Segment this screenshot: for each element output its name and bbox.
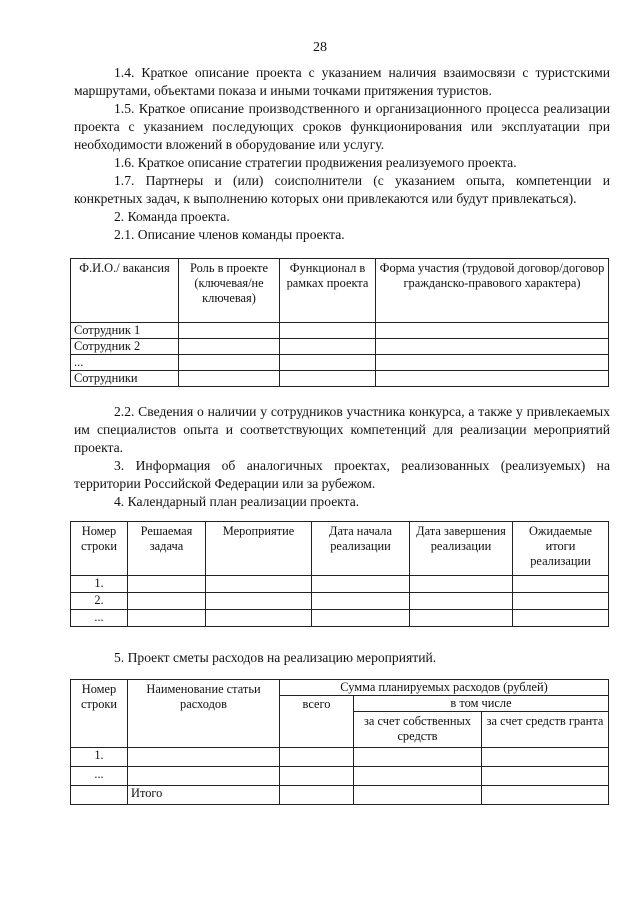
table-row	[71, 576, 609, 593]
heading-budget: 5. Проект сметы расходов на реализацию мероприятий.	[114, 650, 437, 665]
header-cell: Сумма планируемых расходов (рублей)	[280, 680, 609, 696]
total-label: Итого	[128, 786, 280, 805]
table-row	[71, 339, 609, 355]
header-cell: за счет средств гранта	[482, 712, 609, 748]
budget-table	[70, 679, 609, 805]
page-number: 28	[313, 40, 327, 55]
heading-team: 2. Команда проекта.	[114, 209, 230, 224]
header-cell: Наименование статьи расходов	[128, 680, 280, 748]
header-cell: Ф.И.О./ вакансия	[71, 259, 179, 323]
table-row	[71, 323, 609, 339]
row-number: 2.	[71, 593, 128, 610]
row-number: ...	[71, 610, 128, 627]
header-cell: Дата завершения реализации	[410, 522, 513, 576]
paragraph-1-6: 1.6. Краткое описание стратегии продвижения реализуемого проекта.	[114, 155, 517, 170]
header-cell: Номер строки	[71, 522, 128, 576]
row-number: 1.	[71, 748, 128, 767]
header-cell: Форма участия (трудовой договор/договор гражданско-правового характера)	[376, 259, 609, 323]
table-row	[71, 610, 609, 627]
table-row	[71, 593, 609, 610]
row-number: 1.	[71, 576, 128, 593]
table-row	[71, 767, 609, 786]
header-cell: за счет собственных средств	[354, 712, 482, 748]
calendar-plan-table	[70, 521, 609, 627]
header-cell: всего	[280, 696, 354, 748]
header-cell: в том числе	[354, 696, 609, 712]
header-cell: Ожидаемые итоги реализации	[513, 522, 609, 576]
header-cell: Роль в проекте (ключевая/не ключевая)	[179, 259, 280, 323]
row-number: ...	[71, 767, 128, 786]
paragraph-2-2: 2.2. Сведения о наличии у сотрудников участника конкурса, а также у привлекаемых им специалистов опыта и соответствующих компетенций для реализации мероприятий проекта.	[74, 404, 610, 455]
paragraph-1-4: 1.4. Краткое описание проекта с указанием наличия взаимосвязи с туристскими маршрутами, объектами показа и иными точками притяжения туристов.	[74, 65, 610, 98]
row-label: Сотрудник 1	[71, 323, 179, 339]
row-label: Сотрудники	[71, 371, 179, 387]
row-label: Сотрудник 2	[71, 339, 179, 355]
table-row	[71, 371, 609, 387]
row-label: ...	[71, 355, 179, 371]
table-header-row	[71, 522, 609, 576]
team-table	[70, 258, 609, 387]
header-cell: Мероприятие	[206, 522, 312, 576]
header-cell: Функционал в рамках проекта	[280, 259, 376, 323]
table-row	[71, 786, 609, 805]
table-row	[71, 748, 609, 767]
header-cell: Дата начала реализации	[312, 522, 410, 576]
table-row	[71, 355, 609, 371]
heading-calendar-plan: 4. Календарный план реализации проекта.	[114, 494, 360, 509]
header-cell: Решаемая задача	[128, 522, 206, 576]
document-body	[74, 64, 610, 805]
table-header-row	[71, 259, 609, 323]
paragraph-1-5: 1.5. Краткое описание производственного и организационного процесса реализации проекта с указанием последующих сроков функционирования или эксплуатации при необходимости вложений в оборудование или услугу.	[74, 101, 610, 152]
paragraph-1-7: 1.7. Партнеры и (или) соисполнители (с указанием опыта, компетенции и конкретных задач, к выполнению которых они привлекаются или будут привлекаться).	[74, 173, 610, 206]
paragraph-3: 3. Информация об аналогичных проектах, реализованных (реализуемых) на территории Российской Федерации или за рубежом.	[74, 458, 610, 491]
table-header-row	[71, 680, 609, 696]
heading-team-members: 2.1. Описание членов команды проекта.	[114, 227, 345, 242]
header-cell: Номер строки	[71, 680, 128, 748]
